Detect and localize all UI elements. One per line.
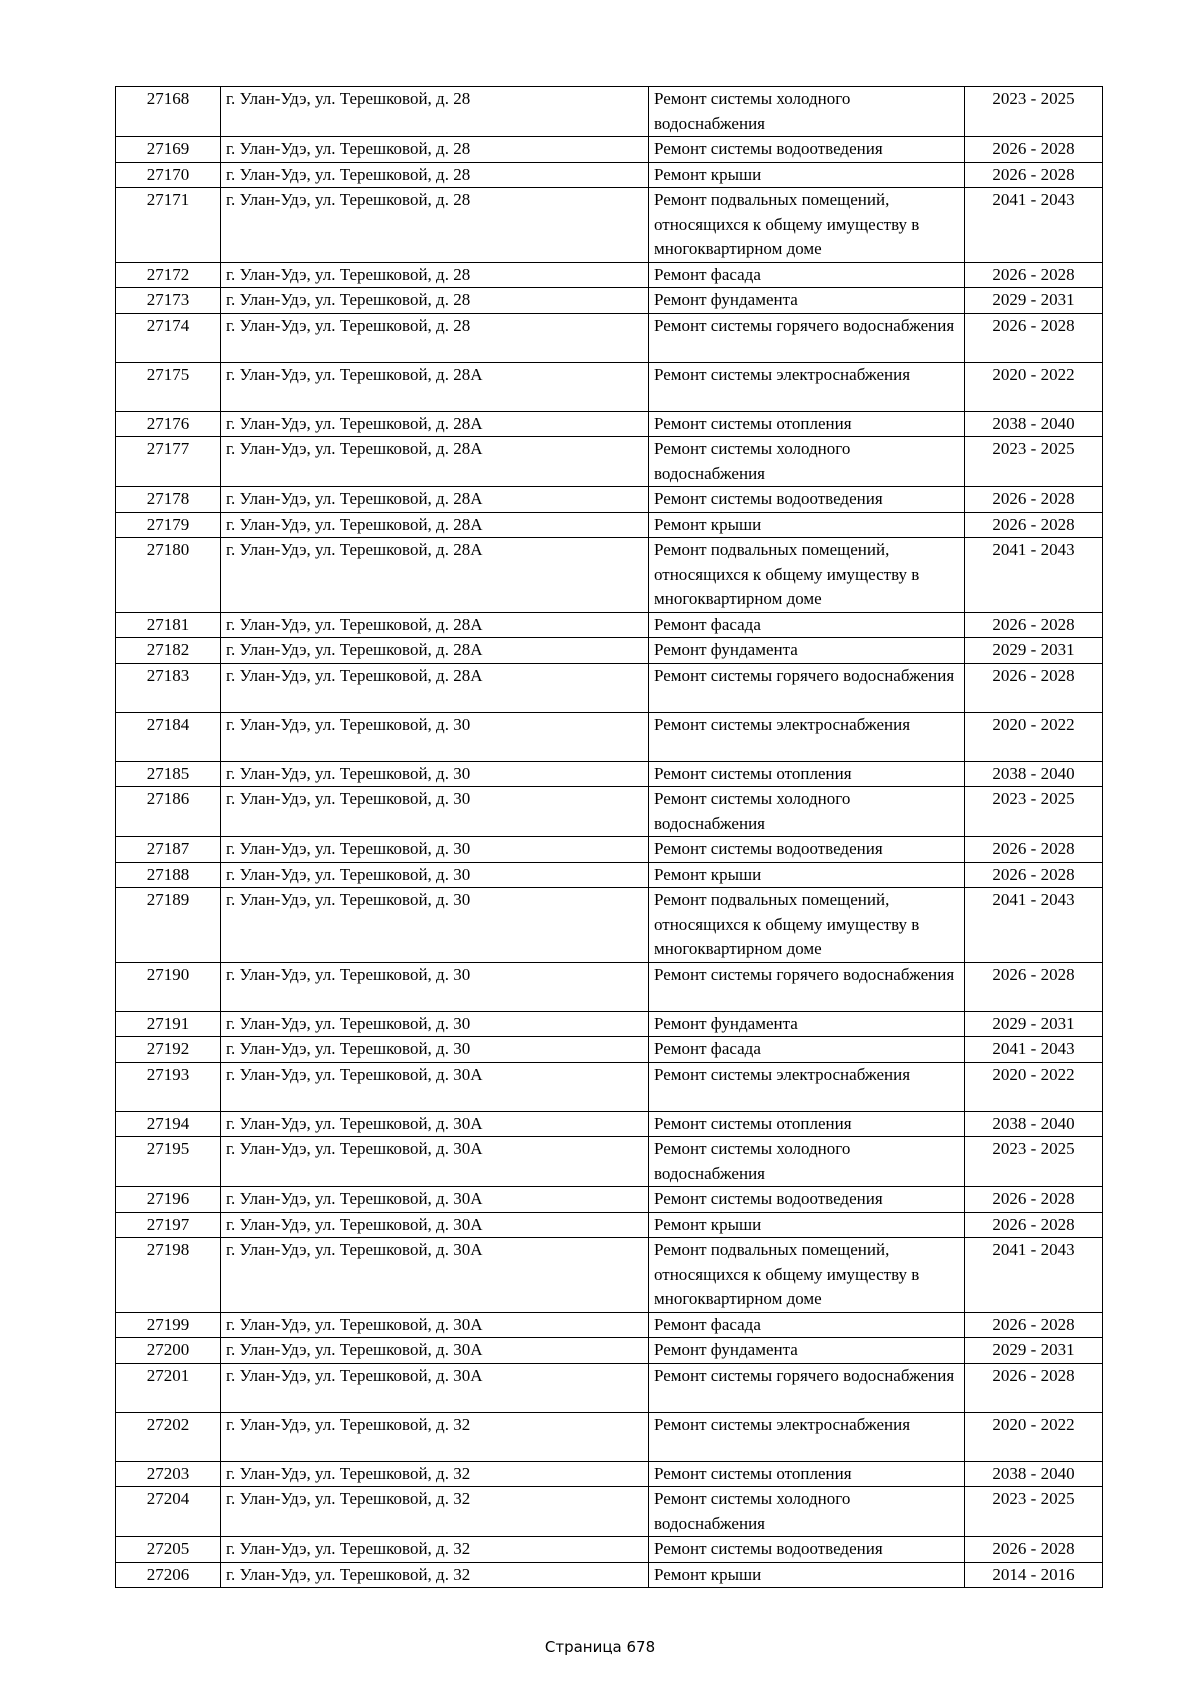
address-cell: г. Улан-Удэ, ул. Терешковой, д. 28А [221, 638, 649, 664]
address-cell: г. Улан-Удэ, ул. Терешковой, д. 30 [221, 1037, 649, 1063]
work-type-cell: Ремонт системы водоотведения [649, 487, 965, 513]
address-cell: г. Улан-Удэ, ул. Терешковой, д. 30А [221, 1338, 649, 1364]
table-row [116, 761, 1103, 787]
address-cell: г. Улан-Удэ, ул. Терешковой, д. 30 [221, 761, 649, 787]
table-row [116, 87, 1103, 137]
table-row [116, 862, 1103, 888]
address-cell: г. Улан-Удэ, ул. Терешковой, д. 28 [221, 288, 649, 314]
period-cell: 2026 - 2028 [965, 313, 1103, 362]
work-type-cell: Ремонт фасада [649, 1037, 965, 1063]
table-row [116, 1011, 1103, 1037]
period-cell: 2023 - 2025 [965, 1137, 1103, 1187]
table-row [116, 411, 1103, 437]
work-type-cell: Ремонт фасада [649, 612, 965, 638]
period-cell: 2038 - 2040 [965, 1111, 1103, 1137]
address-cell: г. Улан-Удэ, ул. Терешковой, д. 28А [221, 487, 649, 513]
period-cell: 2026 - 2028 [965, 1363, 1103, 1412]
table-row [116, 787, 1103, 837]
row-number-cell: 27171 [116, 188, 221, 263]
table-body [116, 87, 1103, 1588]
work-type-cell: Ремонт крыши [649, 1562, 965, 1588]
work-type-cell: Ремонт крыши [649, 1212, 965, 1238]
work-type-cell: Ремонт системы водоотведения [649, 137, 965, 163]
row-number-cell: 27187 [116, 837, 221, 863]
row-number-cell: 27168 [116, 87, 221, 137]
work-type-cell: Ремонт подвальных помещений, относящихся к общему имуществу в многоквартирном доме [649, 188, 965, 263]
address-cell: г. Улан-Удэ, ул. Терешковой, д. 28А [221, 663, 649, 712]
row-number-cell: 27196 [116, 1187, 221, 1213]
table-row [116, 512, 1103, 538]
period-cell: 2038 - 2040 [965, 1461, 1103, 1487]
address-cell: г. Улан-Удэ, ул. Терешковой, д. 30А [221, 1212, 649, 1238]
address-cell: г. Улан-Удэ, ул. Терешковой, д. 30А [221, 1363, 649, 1412]
work-type-cell: Ремонт системы холодного водоснабжения [649, 87, 965, 137]
period-cell: 2026 - 2028 [965, 512, 1103, 538]
work-type-cell: Ремонт системы холодного водоснабжения [649, 787, 965, 837]
period-cell: 2026 - 2028 [965, 1537, 1103, 1563]
work-type-cell: Ремонт системы отопления [649, 1111, 965, 1137]
table-row [116, 663, 1103, 712]
table-row [116, 1412, 1103, 1461]
row-number-cell: 27188 [116, 862, 221, 888]
table-row [116, 262, 1103, 288]
table-row [116, 837, 1103, 863]
period-cell: 2026 - 2028 [965, 962, 1103, 1011]
table-row [116, 313, 1103, 362]
period-cell: 2026 - 2028 [965, 1187, 1103, 1213]
row-number-cell: 27170 [116, 162, 221, 188]
row-number-cell: 27181 [116, 612, 221, 638]
row-number-cell: 27193 [116, 1062, 221, 1111]
table-row [116, 1111, 1103, 1137]
table-row [116, 1062, 1103, 1111]
period-cell: 2038 - 2040 [965, 411, 1103, 437]
period-cell: 2026 - 2028 [965, 162, 1103, 188]
row-number-cell: 27180 [116, 538, 221, 613]
work-type-cell: Ремонт системы водоотведения [649, 837, 965, 863]
address-cell: г. Улан-Удэ, ул. Терешковой, д. 30 [221, 962, 649, 1011]
period-cell: 2029 - 2031 [965, 288, 1103, 314]
work-type-cell: Ремонт системы горячего водоснабжения [649, 663, 965, 712]
row-number-cell: 27174 [116, 313, 221, 362]
table-row [116, 188, 1103, 263]
period-cell: 2026 - 2028 [965, 1312, 1103, 1338]
row-number-cell: 27190 [116, 962, 221, 1011]
address-cell: г. Улан-Удэ, ул. Терешковой, д. 30А [221, 1238, 649, 1313]
row-number-cell: 27185 [116, 761, 221, 787]
table-row [116, 538, 1103, 613]
address-cell: г. Улан-Удэ, ул. Терешковой, д. 32 [221, 1461, 649, 1487]
table-row [116, 1212, 1103, 1238]
address-cell: г. Улан-Удэ, ул. Терешковой, д. 30 [221, 787, 649, 837]
period-cell: 2020 - 2022 [965, 1062, 1103, 1111]
address-cell: г. Улан-Удэ, ул. Терешковой, д. 30А [221, 1312, 649, 1338]
table-row [116, 712, 1103, 761]
address-cell: г. Улан-Удэ, ул. Терешковой, д. 30 [221, 712, 649, 761]
address-cell: г. Улан-Удэ, ул. Терешковой, д. 30А [221, 1187, 649, 1213]
row-number-cell: 27172 [116, 262, 221, 288]
period-cell: 2020 - 2022 [965, 712, 1103, 761]
row-number-cell: 27199 [116, 1312, 221, 1338]
table-row [116, 962, 1103, 1011]
work-type-cell: Ремонт системы электроснабжения [649, 1062, 965, 1111]
row-number-cell: 27192 [116, 1037, 221, 1063]
table-row [116, 612, 1103, 638]
period-cell: 2026 - 2028 [965, 612, 1103, 638]
address-cell: г. Улан-Удэ, ул. Терешковой, д. 28А [221, 538, 649, 613]
table-row [116, 288, 1103, 314]
period-cell: 2026 - 2028 [965, 262, 1103, 288]
work-type-cell: Ремонт фундамента [649, 1011, 965, 1037]
address-cell: г. Улан-Удэ, ул. Терешковой, д. 28 [221, 313, 649, 362]
row-number-cell: 27182 [116, 638, 221, 664]
row-number-cell: 27176 [116, 411, 221, 437]
row-number-cell: 27206 [116, 1562, 221, 1588]
table-row [116, 162, 1103, 188]
table-row [116, 888, 1103, 963]
row-number-cell: 27175 [116, 362, 221, 411]
address-cell: г. Улан-Удэ, ул. Терешковой, д. 32 [221, 1487, 649, 1537]
table-row [116, 1562, 1103, 1588]
row-number-cell: 27186 [116, 787, 221, 837]
period-cell: 2029 - 2031 [965, 1338, 1103, 1364]
row-number-cell: 27194 [116, 1111, 221, 1137]
period-cell: 2029 - 2031 [965, 1011, 1103, 1037]
work-type-cell: Ремонт системы отопления [649, 1461, 965, 1487]
row-number-cell: 27178 [116, 487, 221, 513]
work-type-cell: Ремонт подвальных помещений, относящихся к общему имуществу в многоквартирном доме [649, 888, 965, 963]
row-number-cell: 27184 [116, 712, 221, 761]
period-cell: 2020 - 2022 [965, 1412, 1103, 1461]
address-cell: г. Улан-Удэ, ул. Терешковой, д. 28А [221, 362, 649, 411]
row-number-cell: 27197 [116, 1212, 221, 1238]
period-cell: 2041 - 2043 [965, 538, 1103, 613]
row-number-cell: 27201 [116, 1363, 221, 1412]
address-cell: г. Улан-Удэ, ул. Терешковой, д. 28А [221, 512, 649, 538]
work-type-cell: Ремонт системы отопления [649, 761, 965, 787]
work-type-cell: Ремонт фундамента [649, 638, 965, 664]
work-type-cell: Ремонт системы горячего водоснабжения [649, 962, 965, 1011]
row-number-cell: 27183 [116, 663, 221, 712]
work-type-cell: Ремонт фундамента [649, 1338, 965, 1364]
work-type-cell: Ремонт подвальных помещений, относящихся к общему имуществу в многоквартирном доме [649, 1238, 965, 1313]
work-type-cell: Ремонт фундамента [649, 288, 965, 314]
work-type-cell: Ремонт системы электроснабжения [649, 1412, 965, 1461]
table-row [116, 487, 1103, 513]
address-cell: г. Улан-Удэ, ул. Терешковой, д. 30 [221, 837, 649, 863]
address-cell: г. Улан-Удэ, ул. Терешковой, д. 32 [221, 1412, 649, 1461]
address-cell: г. Улан-Удэ, ул. Терешковой, д. 30А [221, 1111, 649, 1137]
work-type-cell: Ремонт фасада [649, 262, 965, 288]
row-number-cell: 27191 [116, 1011, 221, 1037]
table-row [116, 1363, 1103, 1412]
address-cell: г. Улан-Удэ, ул. Терешковой, д. 30 [221, 888, 649, 963]
row-number-cell: 27198 [116, 1238, 221, 1313]
period-cell: 2041 - 2043 [965, 1238, 1103, 1313]
row-number-cell: 27169 [116, 137, 221, 163]
address-cell: г. Улан-Удэ, ул. Терешковой, д. 28 [221, 87, 649, 137]
work-type-cell: Ремонт системы водоотведения [649, 1537, 965, 1563]
row-number-cell: 27173 [116, 288, 221, 314]
work-type-cell: Ремонт системы электроснабжения [649, 362, 965, 411]
period-cell: 2029 - 2031 [965, 638, 1103, 664]
period-cell: 2023 - 2025 [965, 787, 1103, 837]
address-cell: г. Улан-Удэ, ул. Терешковой, д. 30А [221, 1062, 649, 1111]
work-type-cell: Ремонт системы горячего водоснабжения [649, 1363, 965, 1412]
table-row [116, 437, 1103, 487]
work-type-cell: Ремонт системы отопления [649, 411, 965, 437]
address-cell: г. Улан-Удэ, ул. Терешковой, д. 32 [221, 1562, 649, 1588]
table-row [116, 1137, 1103, 1187]
work-type-cell: Ремонт подвальных помещений, относящихся к общему имуществу в многоквартирном доме [649, 538, 965, 613]
repair-schedule-table [115, 86, 1103, 1588]
address-cell: г. Улан-Удэ, ул. Терешковой, д. 30 [221, 862, 649, 888]
table-row [116, 1487, 1103, 1537]
work-type-cell: Ремонт системы холодного водоснабжения [649, 437, 965, 487]
row-number-cell: 27204 [116, 1487, 221, 1537]
table-row [116, 362, 1103, 411]
table-row [116, 1338, 1103, 1364]
period-cell: 2026 - 2028 [965, 862, 1103, 888]
period-cell: 2026 - 2028 [965, 663, 1103, 712]
table-row [116, 1037, 1103, 1063]
period-cell: 2023 - 2025 [965, 87, 1103, 137]
work-type-cell: Ремонт фасада [649, 1312, 965, 1338]
period-cell: 2041 - 2043 [965, 1037, 1103, 1063]
period-cell: 2041 - 2043 [965, 188, 1103, 263]
row-number-cell: 27189 [116, 888, 221, 963]
row-number-cell: 27200 [116, 1338, 221, 1364]
address-cell: г. Улан-Удэ, ул. Терешковой, д. 28А [221, 437, 649, 487]
row-number-cell: 27195 [116, 1137, 221, 1187]
work-type-cell: Ремонт системы холодного водоснабжения [649, 1487, 965, 1537]
row-number-cell: 27177 [116, 437, 221, 487]
period-cell: 2026 - 2028 [965, 137, 1103, 163]
period-cell: 2023 - 2025 [965, 437, 1103, 487]
table-row [116, 638, 1103, 664]
period-cell: 2014 - 2016 [965, 1562, 1103, 1588]
work-type-cell: Ремонт крыши [649, 862, 965, 888]
work-type-cell: Ремонт системы электроснабжения [649, 712, 965, 761]
address-cell: г. Улан-Удэ, ул. Терешковой, д. 28 [221, 162, 649, 188]
row-number-cell: 27205 [116, 1537, 221, 1563]
address-cell: г. Улан-Удэ, ул. Терешковой, д. 32 [221, 1537, 649, 1563]
period-cell: 2026 - 2028 [965, 1212, 1103, 1238]
address-cell: г. Улан-Удэ, ул. Терешковой, д. 28А [221, 612, 649, 638]
period-cell: 2023 - 2025 [965, 1487, 1103, 1537]
period-cell: 2026 - 2028 [965, 487, 1103, 513]
table-row [116, 1461, 1103, 1487]
period-cell: 2026 - 2028 [965, 837, 1103, 863]
period-cell: 2038 - 2040 [965, 761, 1103, 787]
work-type-cell: Ремонт системы холодного водоснабжения [649, 1137, 965, 1187]
table-row [116, 1238, 1103, 1313]
table-row [116, 137, 1103, 163]
work-type-cell: Ремонт системы водоотведения [649, 1187, 965, 1213]
address-cell: г. Улан-Удэ, ул. Терешковой, д. 30 [221, 1011, 649, 1037]
row-number-cell: 27203 [116, 1461, 221, 1487]
address-cell: г. Улан-Удэ, ул. Терешковой, д. 28 [221, 188, 649, 263]
row-number-cell: 27202 [116, 1412, 221, 1461]
work-type-cell: Ремонт крыши [649, 512, 965, 538]
row-number-cell: 27179 [116, 512, 221, 538]
address-cell: г. Улан-Удэ, ул. Терешковой, д. 30А [221, 1137, 649, 1187]
work-type-cell: Ремонт системы горячего водоснабжения [649, 313, 965, 362]
address-cell: г. Улан-Удэ, ул. Терешковой, д. 28 [221, 262, 649, 288]
period-cell: 2020 - 2022 [965, 362, 1103, 411]
page-number: Страница 678 [544, 1638, 656, 1656]
address-cell: г. Улан-Удэ, ул. Терешковой, д. 28 [221, 137, 649, 163]
work-type-cell: Ремонт крыши [649, 162, 965, 188]
table-row [116, 1537, 1103, 1563]
table-row [116, 1312, 1103, 1338]
table-row [116, 1187, 1103, 1213]
period-cell: 2041 - 2043 [965, 888, 1103, 963]
address-cell: г. Улан-Удэ, ул. Терешковой, д. 28А [221, 411, 649, 437]
